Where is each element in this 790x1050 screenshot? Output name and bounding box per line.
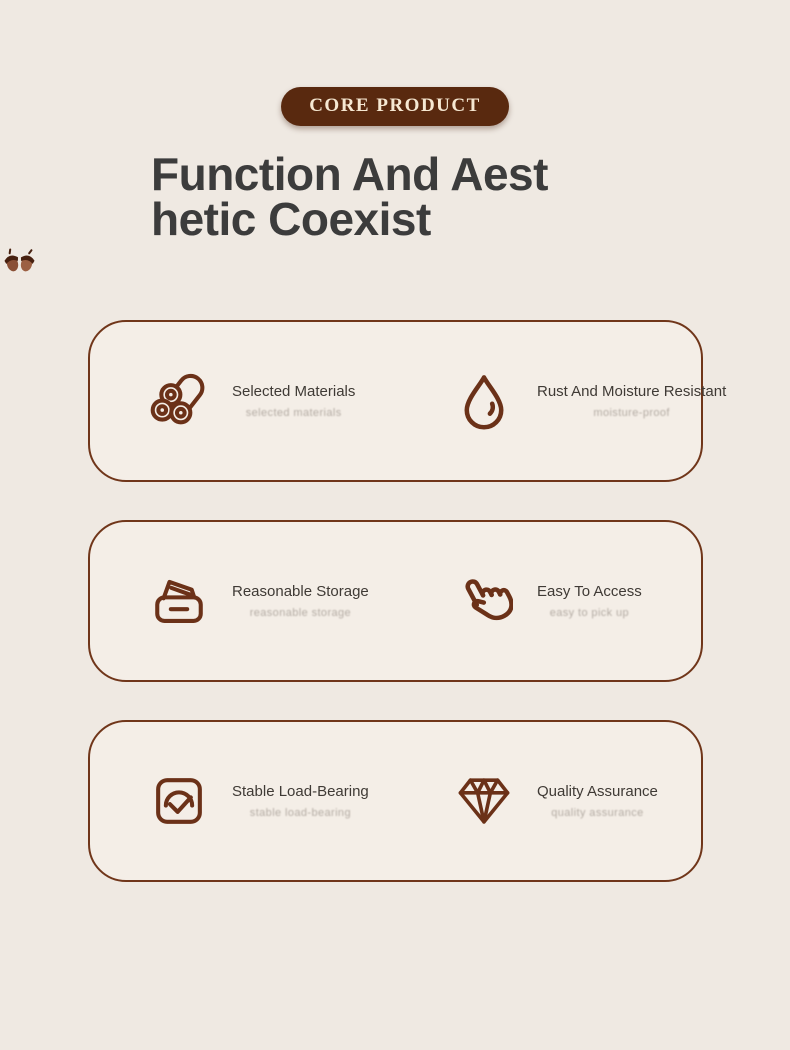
feature-subtitle: selected materials: [245, 407, 342, 419]
feature-title: Easy To Access: [537, 583, 642, 600]
core-product-badge: CORE PRODUCT: [281, 87, 509, 126]
feature-cards: [0, 320, 790, 882]
feature-text: [537, 383, 726, 419]
feature-title: Quality Assurance: [537, 783, 658, 800]
feature-subtitle: quality assurance: [551, 807, 644, 819]
badge-row: [0, 87, 790, 126]
page-title-line2: hetic Coexist: [151, 193, 431, 245]
feature-title: Reasonable Storage: [232, 583, 369, 600]
page-title: [151, 148, 790, 245]
card-storage: [88, 520, 703, 682]
heading-decoration: [0, 246, 790, 274]
gauge-check-icon: [150, 772, 208, 830]
water-drop-icon: [455, 372, 513, 430]
storage-box-icon: [150, 572, 208, 630]
feature-title: Stable Load-Bearing: [232, 783, 369, 800]
page-title-line1: Function And Aest: [151, 148, 548, 200]
pipes-icon: [150, 372, 208, 430]
acorns-icon: [0, 246, 40, 274]
card-quality: [88, 720, 703, 882]
card-materials: [88, 320, 727, 482]
feature-quality-assurance: [455, 772, 658, 830]
feature-stable-load: [150, 772, 455, 830]
feature-title: Rust And Moisture Resistant: [537, 383, 727, 400]
feature-title: Selected Materials: [232, 383, 356, 400]
feature-reasonable-storage: [150, 572, 455, 630]
feature-subtitle: easy to pick up: [549, 607, 630, 619]
feature-text: [232, 383, 355, 419]
feature-subtitle: reasonable storage: [249, 607, 352, 619]
feature-text: [537, 783, 658, 819]
feature-text: [537, 583, 642, 619]
feature-subtitle: stable load-bearing: [249, 807, 351, 819]
pointing-hand-icon: [455, 572, 513, 630]
feature-easy-access: [455, 572, 642, 630]
feature-selected-materials: [150, 372, 455, 430]
feature-text: [232, 583, 369, 619]
feature-rust-moisture: [455, 372, 726, 430]
diamond-icon: [455, 772, 513, 830]
feature-subtitle: moisture-proof: [593, 407, 670, 419]
feature-text: [232, 783, 369, 819]
